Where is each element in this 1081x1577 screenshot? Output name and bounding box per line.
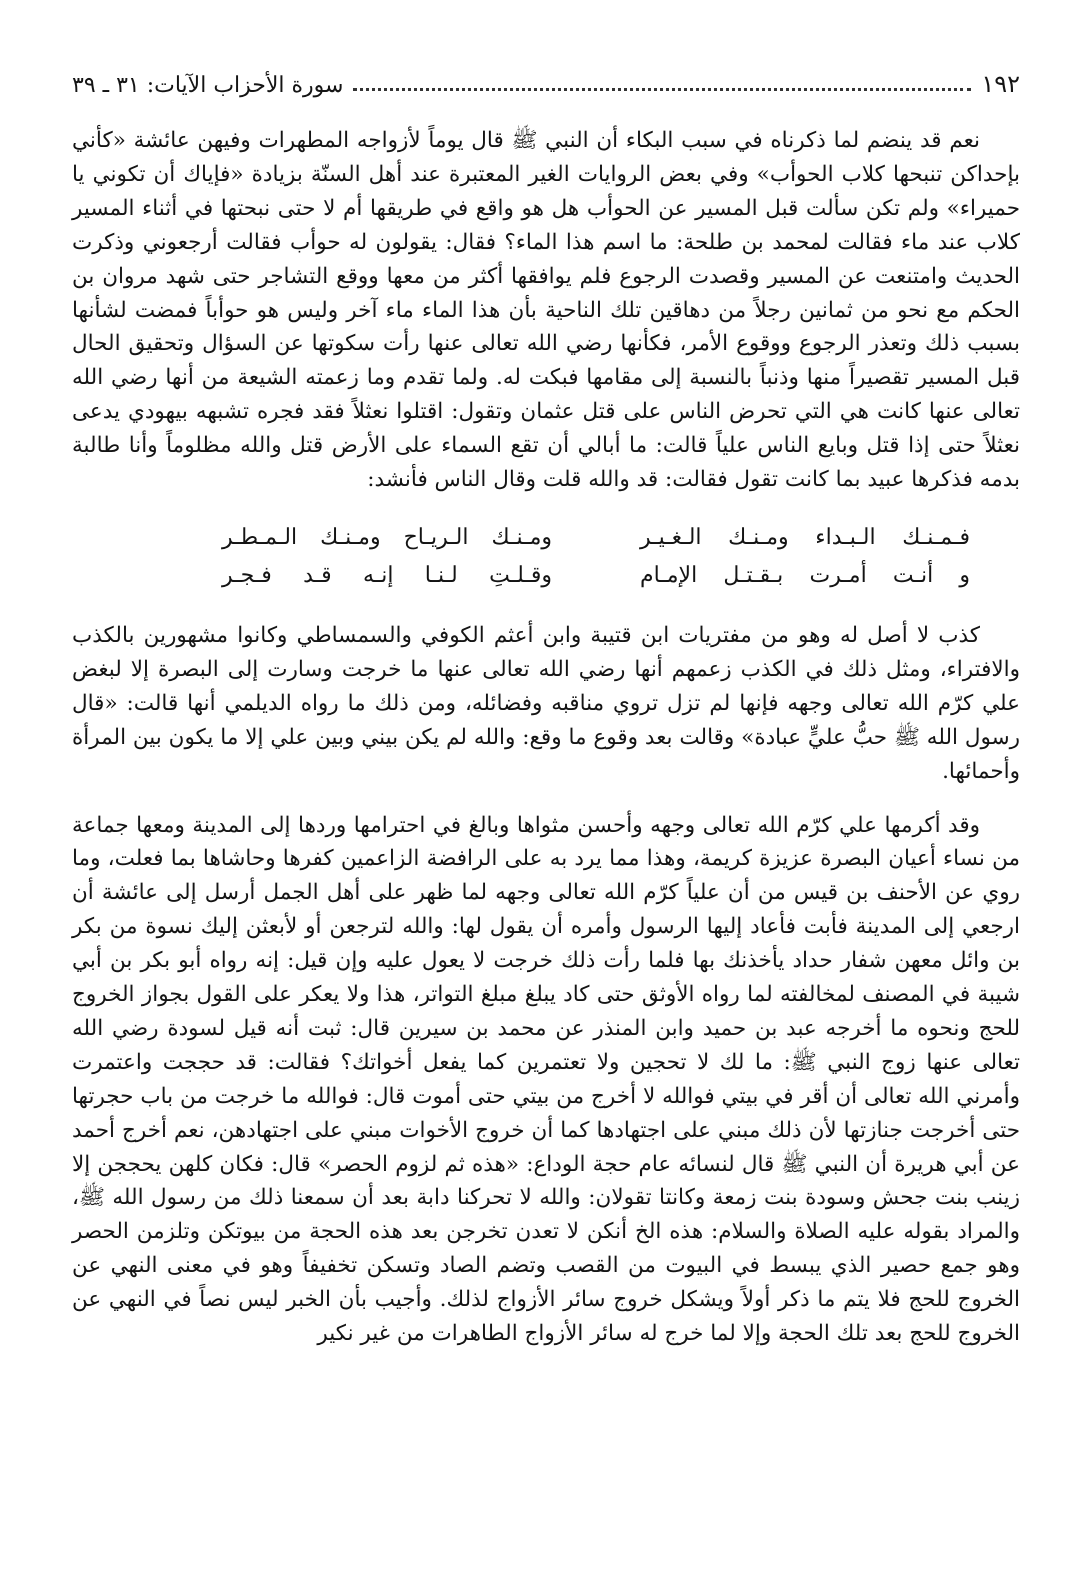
paragraph-2: كذب لا أصل له وهو من مفتريات ابن قتيبة وابن أعثم الكوفي والسمساطي وكانوا مشهورين بالكذب والافتراء، ومثل ذلك في الكذب زعمهم أنها رضي الله تعالى عنها ما خرجت وسارت إلى البصرة إلا لبغض علي كرّم الله تعالى وجهه فإنها لم تزل تروي مناقبه وفضائله، ومن ذلك ما رواه الديلمي أنها قالت: «قال رسول الله ﷺ حبُّ عليٍّ عبادة» وقالت بعد وقوع ما وقع: والله لم يكن بيني وبين علي إلا ما يكون بين المرأة وأحمائها. <box>72 622 1020 784</box>
poem-hemistich: فـمـنـك الـبـداء ومـنـك الـغـيـر <box>640 524 970 550</box>
surah-title: سورة الأحزاب الآيات: ٣١ ـ ٣٩ <box>72 73 344 98</box>
page-number: ١٩٢ <box>981 70 1020 98</box>
poem-verse-2 <box>72 557 1020 595</box>
poem <box>72 519 1020 595</box>
poem-hemistich: و أنـت أمـرت بـقـتـل الإمـام <box>640 562 970 588</box>
paragraph-3: وقد أكرمها علي كرّم الله تعالى وجهه وأحسن مثواها وبالغ في احترامها وردها إلى المدينة ومعها جماعة من نساء أعيان البصرة عزيزة كريمة، وهذا مما يرد به على الرافضة الزاعمين كفرها وحاشاها بما فعلت، وما روي عن الأحنف بن قيس من أن علياً كرّم الله تعالى وجهه لما ظهر على أهل الجمل أرسل إلى عائشة أن ارجعي إلى المدينة فأبت فأعاد إليها الرسول وأمره أن يقول لها: والله لترجعن أو لأبعثن إليك نسوة من بكر بن وائل معهن شفار حداد يأخذنك بها فلما رأت ذلك خرجت لا يعول عليه وإن قيل: إنه رواه أبو بكر بن أبي شيبة في المصنف لمخالفته لما رواه الأوثق حتى كاد يبلغ مبلغ التواتر، هذا ولا يعكر على القول بجواز الخروج للحج ونحوه ما أخرجه عبد بن حميد وابن المنذر عن محمد بن سيرين قال: ثبت أنه قيل لسودة رضي الله تعالى عنها زوج النبي ﷺ: ما لك لا تحجين ولا تعتمرين كما يفعل أخواتك؟ فقالت: قد حججت واعتمرت وأمرني الله تعالى أن أقر في بيتي فوالله لا أخرج من بيتي حتى أموت قال: فوالله ما خرجت من باب حجرتها حتى أخرجت جنازتها لأن ذلك مبني على اجتهادها كما أن خروج الأخوات مبني على اجتهادهن، نعم أخرج أحمد عن أبي هريرة أن النبي ﷺ قال لنسائه عام حجة الوداع: «هذه ثم لزوم الحصر» قال: فكان كلهن يحججن إلا زينب بنت جحش وسودة بنت زمعة وكانتا تقولان: والله لا تحركنا دابة بعد أن سمعنا ذلك من رسول الله ﷺ، والمراد بقوله عليه الصلاة والسلام: هذه الخ أنكن لا تعدن تخرجن بعد هذه الحجة من بيوتكن وتلزمن الحصر وهو جمع حصير الذي يبسط في البيوت من القصب وتضم الصاد وتسكن تخفيفاً وهو في معنى النهي عن الخروج للحج فلا يتم ما ذكر أولاً ويشكل خروج سائر الأزواج لذلك. وأجيب بأن الخبر ليس نصاً في النهي عن الخروج للحج بعد تلك الحجة وإلا لما خرج له سائر الأزواج الطاهرات من غير نكير <box>72 812 1020 1347</box>
poem-hemistich: ومـنـك الـريـاح ومـنـك الـمـطـر <box>222 524 552 550</box>
poem-hemistich: وقـلـتِ لـنـا إنـه قـد فـجـر <box>222 562 552 588</box>
book-page <box>72 58 1020 1351</box>
running-header <box>72 58 1020 98</box>
header-dotted-leader <box>353 87 971 91</box>
poem-verse-1 <box>72 519 1020 557</box>
paragraph-1: نعم قد ينضم لما ذكرناه في سبب البكاء أن النبي ﷺ قال يوماً لأزواجه المطهرات وفيهن عائشة «كأني بإحداكن تنبحها كلاب الحوأب» وفي بعض الروايات الغير المعتبرة عند أهل السنّة بزيادة «فإياك أن تكوني يا حميراء» ولم تكن سألت قبل المسير عن الحوأب هل هو واقع في طريقها أم لا حتى نبحتها في أثناء المسير كلاب عند ماء فقالت لمحمد بن طلحة: ما اسم هذا الماء؟ فقال: يقولون له حوأب فقالت أرجعوني وذكرت الحديث وامتنعت عن المسير وقصدت الرجوع فلم يوافقها أكثر من معها ووقع التشاجر حتى شهد مروان بن الحكم مع نحو من ثمانين رجلاً من دهاقين تلك الناحية بأن هذا الماء ماء آخر وليس هو حوأباً فمضت لشأنها بسبب ذلك وتعذر الرجوع ووقوع الأمر، فكأنها رضي الله تعالى عنها رأت سكوتها عن السؤال وتحقيق الحال قبل المسير تقصيراً منها وذنباً بالنسبة إلى مقامها فبكت له. ولما تقدم وما زعمته الشيعة من أنها رضي الله تعالى عنها كانت هي التي تحرض الناس على قتل عثمان وتقول: اقتلوا نعثلاً فقد فجره تشبهه بيهودي يدعى نعثلاً حتى إذا قتل وبايع الناس علياً قالت: ما أبالي أن تقع السماء على الأرض قتل والله مظلوماً وأنا طالبة بدمه فذكرها عبيد بما كانت تقول فقالت: قد والله قلت وقال الناس فأنشد: <box>72 128 1020 493</box>
